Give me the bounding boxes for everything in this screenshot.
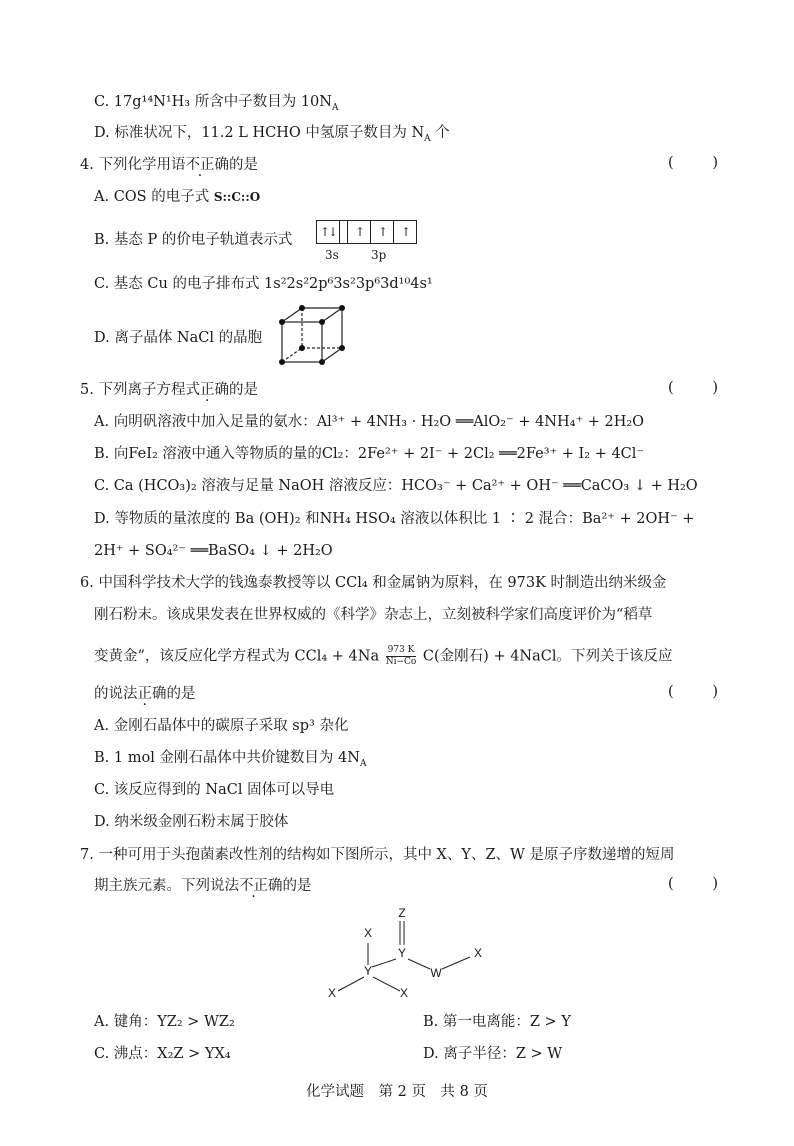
- answer-paren-q7: ( ): [668, 876, 718, 892]
- orbital-3p-box: ↑: [371, 221, 394, 243]
- label-3p: 3p: [371, 248, 387, 262]
- answer-paren-q6: ( ): [668, 684, 718, 700]
- question-6-line-4: 的说法正确的是: [94, 686, 196, 702]
- atom-z: Z: [398, 906, 406, 920]
- option-d-q6: D. 纳米级金刚石粉末属于胶体: [94, 814, 289, 830]
- option-b-q7: B. 第一电离能：Z > Y: [423, 1014, 571, 1030]
- question-7-line-1: 7. 一种可用于头孢菌素改性剂的结构如下图所示，其中 X、Y、Z、W 是原子序数递增的短周: [80, 847, 675, 863]
- question-7-line-2: 期主族元素。下列说法不正确的是: [94, 878, 312, 894]
- option-b-q5: B. 向FeI₂ 溶液中通入等物质的量的Cl₂：2Fe²⁺ + 2I⁻ + 2Cl₂ ══2Fe³⁺ + I₂ + 4Cl⁻: [94, 446, 645, 462]
- question-6-line-2: 刚石粉末。该成果发表在世界权威的《科学》杂志上，立刻被科学家们高度评价为“稻草: [94, 607, 653, 623]
- orbital-3p-box: ↑: [348, 221, 371, 243]
- orbital-diagram: [316, 220, 417, 244]
- option-c-q5: C. Ca (HCO₃)₂ 溶液与足量 NaOH 溶液反应：HCO₃⁻ + Ca²⁺ + OH⁻ ══CaCO₃ ↓ + H₂O: [94, 478, 698, 494]
- cos-electron-formula: S::C::O: [213, 190, 261, 204]
- question-5-stem: 5. 下列离子方程式正确的是: [80, 382, 258, 398]
- atom-y: Y: [397, 946, 407, 960]
- option-c-q6: C. 该反应得到的 NaCl 固体可以导电: [94, 782, 335, 798]
- question-4-stem: 4. 下列化学用语不正确的是: [80, 157, 258, 173]
- orbital-3s-box: ↑↓: [317, 221, 340, 243]
- atom-x: X: [399, 986, 409, 1000]
- nacl-unit-cell-diagram: [278, 304, 348, 368]
- option-a-q7: A. 键角：YZ₂ > WZ₂: [94, 1014, 235, 1030]
- option-d-q3: D. 标准状况下，11.2 L HCHO 中氢原子数目为 $N_A$ 个: [94, 125, 450, 144]
- reaction-condition: $\frac{973 K}{Ni-Co}$: [385, 645, 417, 667]
- page-footer: 化学试题 第 2 页 共 8 页: [306, 1084, 488, 1100]
- option-a-q4: A. COS 的电子式 S::C::O: [94, 189, 261, 205]
- option-d-q7: D. 离子半径：Z > W: [423, 1046, 563, 1062]
- molecular-structure-diagram: [320, 905, 500, 1005]
- question-6-line-3: 变黄金”，该反应化学方程式为 CCl₄ + 4Na $\frac{973 K}{Ni-Co}$ C(金刚石) + 4NaCl。下列关于该反应: [94, 645, 673, 667]
- option-c-q7: C. 沸点：X₂Z > YX₄: [94, 1046, 231, 1062]
- option-a-q6: A. 金刚石晶体中的碳原子采取 sp³ 杂化: [94, 718, 349, 734]
- atom-x: X: [473, 946, 483, 960]
- atom-x: X: [363, 926, 373, 940]
- atom-x: X: [327, 986, 337, 1000]
- option-d-q5: D. 等物质的量浓度的 Ba (OH)₂ 和NH₄ HSO₄ 溶液以体积比 1 ∶ 2 混合：Ba²⁺ + 2OH⁻ +: [94, 511, 695, 527]
- option-b-q4: B. 基态 P 的价电子轨道表示式: [94, 232, 293, 248]
- answer-paren-q5: ( ): [668, 380, 718, 396]
- option-c-q4: C. 基态 Cu 的电子排布式 1s²2s²2p⁶3s²3p⁶3d¹⁰4s¹: [94, 276, 433, 292]
- option-d-q5-cont: 2H⁺ + SO₄²⁻ ══BaSO₄ ↓ + 2H₂O: [94, 543, 333, 559]
- label-3s: 3s: [325, 248, 339, 262]
- orbital-3p-box: ↑: [400, 225, 410, 239]
- answer-paren-q4: ( ): [668, 155, 718, 171]
- atom-y: Y: [363, 964, 373, 978]
- option-d-q4: D. 离子晶体 NaCl 的晶胞: [94, 330, 263, 346]
- question-6-line-1: 6. 中国科学技术大学的钱逸泰教授等以 CCl₄ 和金属钠为原料，在 973K 时制造出纳米级金: [80, 575, 667, 591]
- option-c-q3: C. 17g¹⁴N¹H₃ 所含中子数目为 $10N_A$: [94, 94, 339, 113]
- option-b-q6: B. 1 mol 金刚石晶体中共价键数目为 $4N_A$: [94, 750, 367, 769]
- option-a-q5: A. 向明矾溶液中加入足量的氨水：Al³⁺ + 4NH₃ · H₂O ══AlO₂⁻ + 4NH₄⁺ + 2H₂O: [94, 414, 645, 430]
- atom-w: W: [430, 966, 442, 980]
